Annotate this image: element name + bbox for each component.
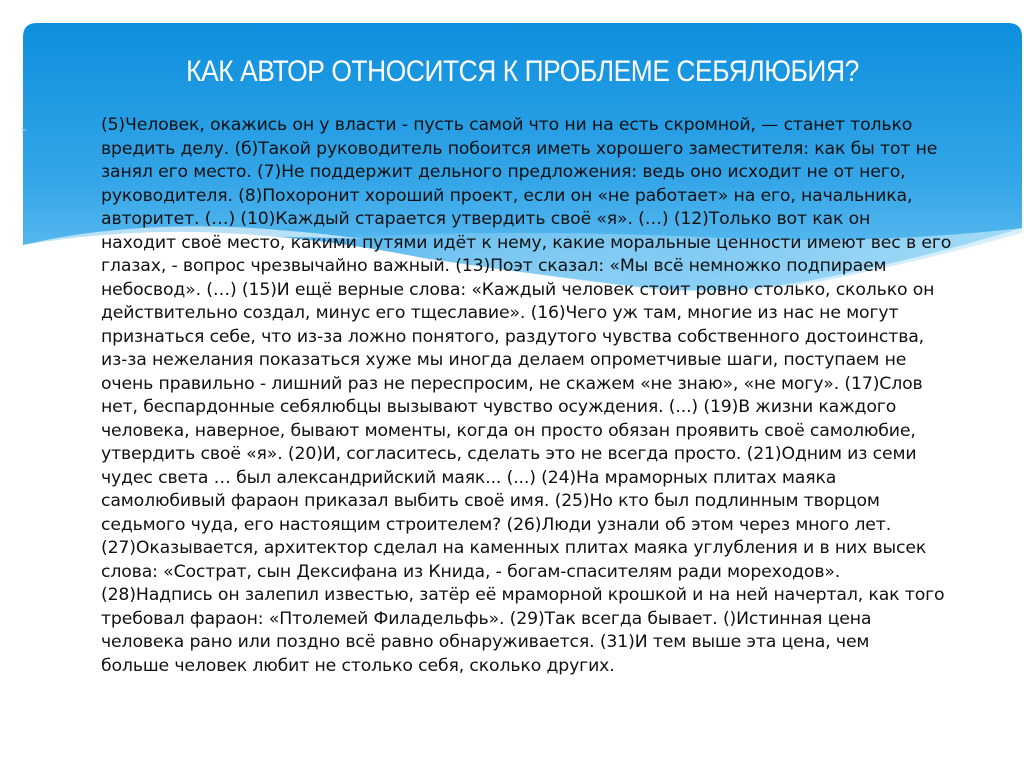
text-line: нет, беспардонные себялюбцы вызывают чувство осуждения. (...) (19)В жизни каждого [101,397,897,417]
text-line: человека, наверное, бывают моменты, когда он просто обязан проявить своё самолюбие, [101,420,916,441]
text-line: руководителя. (8)Похоронит хороший проект, если он «не работает» на его, начальника, [101,185,913,206]
text-line: требовал фараон: «Птолемей Филадельфь». (29)Так всегда бывает. ()Истинная цена [101,608,872,629]
text-line: авторитет. (…) (10)Каждый старается утвердить своё «я». (…) (12)Только вот как он [101,209,871,229]
text-line: признаться себе, что из-за ложно понятого, раздутого чувства собственного достоинства, [101,326,925,347]
text-line: вредить делу. (б)Такой руководитель побоится иметь хорошего заместителя: как бы тот не [101,138,938,159]
text-line: больше человек любит не столько себя, сколько других. [101,655,615,676]
text-line: седьмого чуда, его настоящим строителем? (26)Люди узнали об этом через много лет. [101,514,892,535]
text-line: занял его место. (7)Не поддержит дельного предложения: ведь оно исходит не от него, [101,162,906,182]
text-line: (28)Надпись он залепил известью, затёр её мраморной крошкой и на ней начертал, как того [101,585,945,605]
slide-title: КАК АВТОР ОТНОСИТСЯ К ПРОБЛЕМЕ СЕБЯЛЮБИЯ? [186,55,859,88]
body-text [101,114,981,678]
text-line: слова: «Сострат, сын Дексифана из Книда, - богам-спасителям ради мореходов». [101,561,841,582]
text-line: утвердить своё «я». (20)И, согласитесь, сделать это не всегда просто. (21)Одним из семи [101,444,917,464]
text-line: из-за нежелания показаться хуже мы иногда делаем опрометчивые шаги, поступаем не [101,350,907,370]
text-line: самолюбивый фараон приказал выбить своё имя. (25)Но кто был подлинным творцом [101,491,880,511]
text-line: чудес света … был александрийский маяк... (...) (24)На мраморных плитах маяка [101,467,837,488]
text-line: (27)Оказывается, архитектор сделал на каменных плитах маяка углубления и в них высек [101,538,927,558]
text-line: очень правильно - лишний раз не переспросим, не скажем «не знаю», «не могу». (17)Слов [101,373,923,394]
arrow-bullet-icon: ➢ [20,125,29,136]
text-line: действительно создал, минус его тщеславие». (16)Чего уж там, многие из нас не могут [101,303,899,323]
text-line: глазах, - вопрос чрезвычайно важный. (13)Поэт сказал: «Мы всё немножко подпираем [101,256,887,276]
text-line: небосвод». (…) (15)И ещё верные слова: «Каждый человек стоит ровно столько, сколько он [101,279,935,300]
text-line: человека рано или поздно всё равно обнаруживается. (31)И тем выше эта цена, чем [101,632,870,652]
text-line: находит своё место, какими путями идёт к нему, какие моральные ценности имеют вес в его [101,232,952,253]
text-line: (5)Человек, окажись он у власти - пусть самой что ни на есть скромной, — станет только [101,115,913,135]
